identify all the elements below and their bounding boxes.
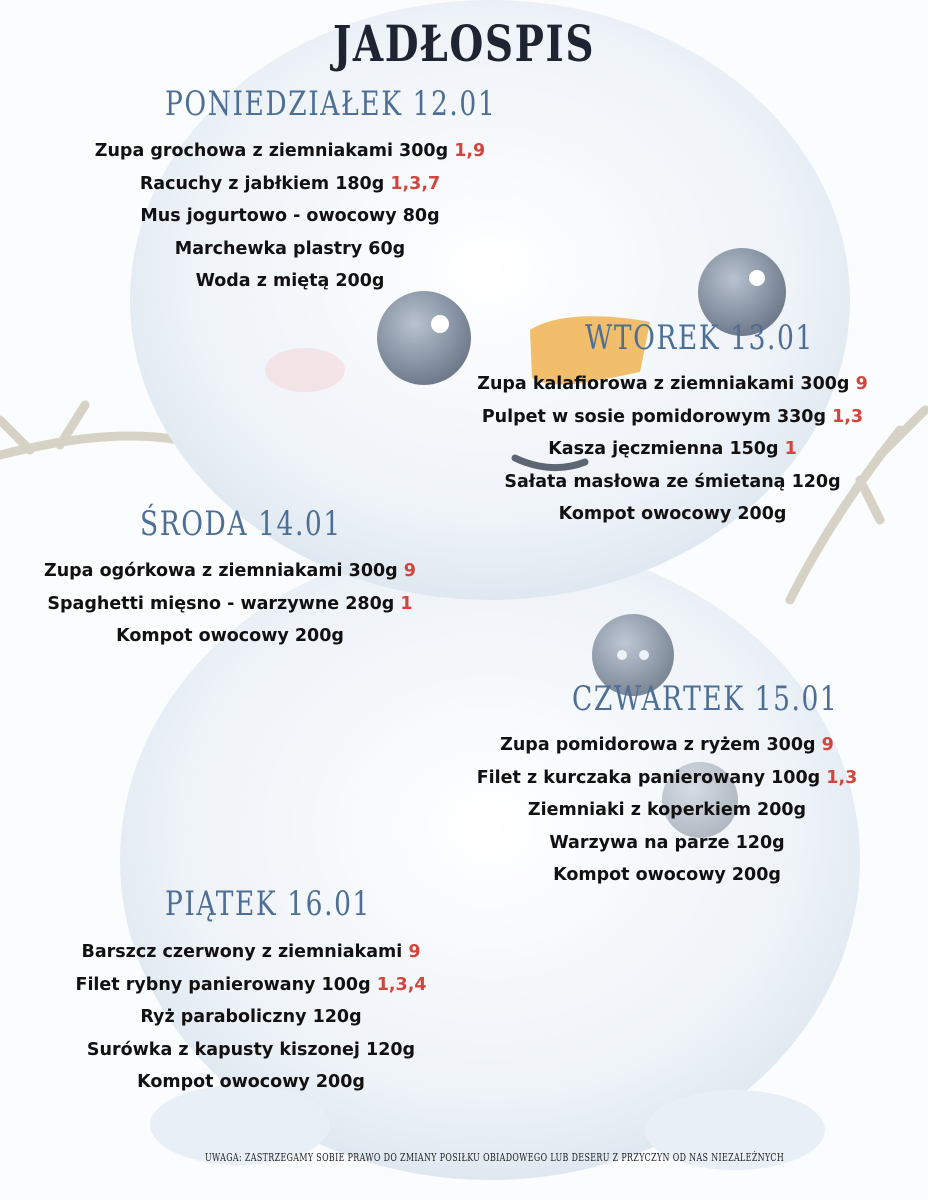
menu-item (452, 729, 882, 762)
menu-item (435, 466, 910, 499)
left-arm-branch (0, 405, 180, 455)
allergen-codes: 1,3,7 (390, 173, 441, 194)
dish-name: Sałata masłowa ze śmietaną 120g (504, 471, 841, 492)
menu-item (35, 969, 467, 1002)
allergen-codes: 1,3 (832, 406, 864, 427)
allergen-codes: 9 (408, 942, 421, 962)
dish-name: Woda z miętą 200g (195, 271, 385, 292)
dish-name: Mus jogurtowo - owocowy 80g (140, 206, 440, 227)
dish-name: Zupa pomidorowa z ryżem 300g (500, 735, 816, 755)
dish-name: Filet z kurczaka panierowany 100g (476, 767, 821, 788)
menu-item (435, 401, 910, 434)
day-thursday (452, 679, 882, 892)
snowman-cheek (265, 348, 345, 392)
menu-item (45, 265, 535, 298)
day-title: WTOREK 13.01 (585, 318, 814, 358)
menu-item (435, 368, 910, 401)
allergen-codes: 1 (400, 593, 413, 614)
dish-name: Kompot owocowy 200g (116, 626, 344, 647)
day-wednesday (15, 504, 445, 653)
menu-item (15, 620, 445, 653)
day-friday (35, 884, 467, 1099)
menu-item (45, 168, 535, 201)
day-title: PIĄTEK 16.01 (165, 884, 371, 924)
menu-item-list (15, 555, 445, 653)
dish-name: Zupa grochowa z ziemniakami 300g (94, 141, 449, 161)
dish-name: Kasza jęczmienna 150g (548, 439, 779, 460)
menu-item (35, 1066, 467, 1099)
menu-item (452, 762, 882, 795)
dish-name: Marchewka plastry 60g (174, 238, 406, 259)
menu-item-list (35, 936, 467, 1099)
allergen-codes: 9 (855, 374, 868, 394)
menu-item (45, 200, 535, 233)
day-title: ŚRODA 14.01 (140, 504, 342, 544)
dish-name: Filet rybny panierowany 100g (75, 974, 371, 995)
menu-item (45, 135, 535, 168)
day-tuesday (435, 318, 910, 531)
allergen-codes: 1,3 (826, 767, 858, 788)
allergen-codes: 9 (403, 561, 416, 581)
menu-item (15, 588, 445, 621)
dish-name: Surówka z kapusty kiszonej 120g (86, 1039, 416, 1060)
menu-item (15, 555, 445, 588)
allergen-codes: 1,3,4 (376, 974, 427, 995)
menu-item-list (452, 729, 882, 892)
menu-item (45, 233, 535, 266)
dish-name: Kompot owocowy 200g (558, 504, 787, 525)
dish-name: Ryż paraboliczny 120g (140, 1007, 362, 1028)
dish-name: Racuchy z jabłkiem 180g (139, 173, 385, 194)
allergen-codes: 1 (784, 439, 797, 460)
dish-name: Barszcz czerwony z ziemniakami (81, 942, 409, 962)
day-title: CZWARTEK 15.01 (572, 679, 839, 719)
menu-item (452, 794, 882, 827)
menu-item-list (435, 368, 910, 531)
menu-title: JADŁOSPIS (332, 14, 596, 73)
dish-name: Pulpet w sosie pomidorowym 330g (481, 406, 827, 427)
menu-item (35, 1001, 467, 1034)
menu-item (452, 859, 882, 892)
allergen-codes: 1,9 (454, 141, 486, 161)
disclaimer-note: UWAGA: ZASTRZEGAMY SOBIE PRAWO DO ZMIANY POSIŁKU OBIADOWEGO LUB DESERU Z PRZYCZYN OD NAS NIEZALEŻNYCH (205, 1151, 785, 1164)
menu-item (35, 1034, 467, 1067)
dish-name: Zupa kalafiorowa z ziemniakami 300g (477, 374, 850, 394)
dish-name: Zupa ogórkowa z ziemniakami 300g (44, 561, 398, 581)
menu-item (452, 827, 882, 860)
menu-item (435, 433, 910, 466)
dish-name: Spaghetti mięsno - warzywne 280g (47, 593, 395, 614)
allergen-codes: 9 (821, 735, 834, 755)
menu-item (35, 936, 467, 969)
day-title: PONIEDZIAŁEK 12.01 (165, 84, 497, 124)
dish-name: Kompot owocowy 200g (137, 1072, 365, 1093)
day-monday (45, 84, 535, 298)
dish-name: Kompot owocowy 200g (553, 865, 781, 886)
dish-name: Ziemniaki z koperkiem 200g (527, 800, 807, 821)
menu-item (435, 498, 910, 531)
dish-name: Warzywa na parze 120g (549, 832, 785, 853)
menu-item-list (45, 135, 535, 298)
